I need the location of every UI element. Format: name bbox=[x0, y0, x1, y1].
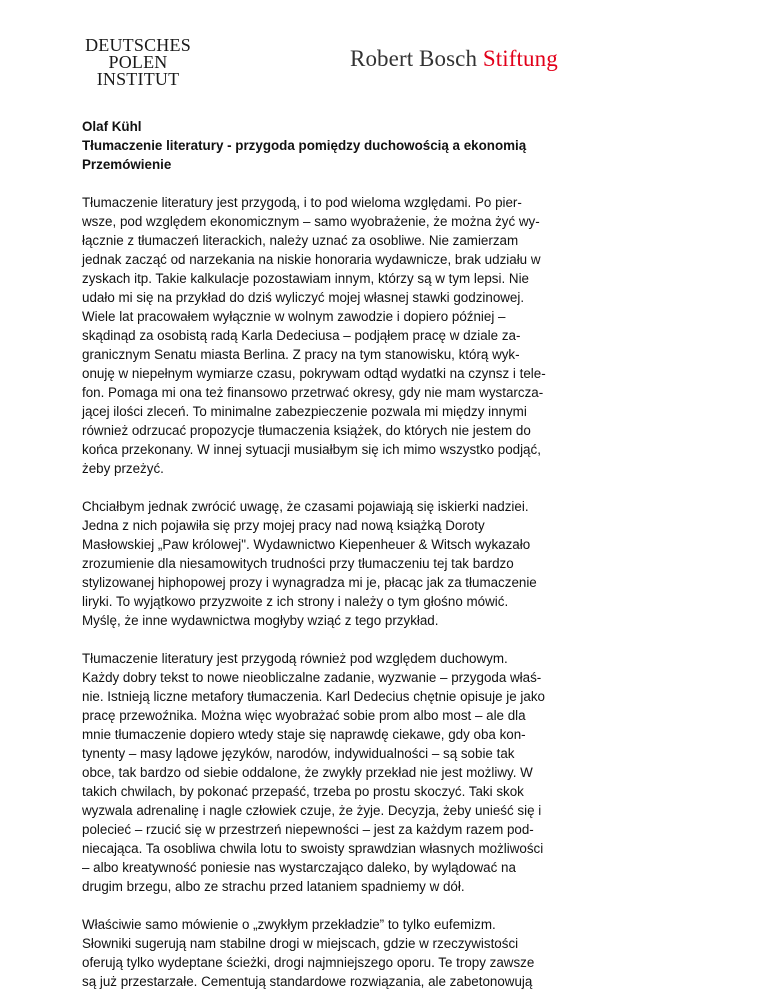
paragraph-line: liryki. To wyjątkowo przyzwoite z ich strony i należy o tym głośno mówić. bbox=[82, 594, 509, 609]
paragraph-line: Wiele lat pracowałem wyłącznie w wolnym zawodzie i dopiero później – bbox=[82, 309, 506, 324]
paragraph-line: wyzwala adrenalinę i nagle człowiek czuje, że żyje. Decyzja, żeby unieść się i bbox=[82, 803, 542, 818]
logo-bosch-name: Robert Bosch bbox=[350, 46, 483, 71]
document-subtitle: Przemówienie bbox=[82, 157, 172, 172]
paragraph-line: Właściwie samo mówienie o „zwykłym przekładzie” to tylko eufemizm. bbox=[82, 917, 496, 932]
document-title: Tłumaczenie literatury - przygoda pomiędzy duchowością a ekonomią bbox=[82, 138, 527, 153]
document-body bbox=[82, 117, 602, 991]
paragraph bbox=[82, 193, 602, 478]
paragraphs-container bbox=[82, 193, 602, 991]
logo-line: INSTITUT bbox=[96, 69, 180, 89]
document-heading bbox=[82, 117, 602, 174]
paragraph-line: Słowniki sugerują nam stabilne drogi w miejscach, gdzie w rzeczywistości bbox=[82, 936, 519, 951]
paragraph-line: granicznym Senatu miasta Berlina. Z pracy na tym stanowisku, którą wyk- bbox=[82, 347, 520, 362]
paragraph-line: – albo kreatywność poniesie nas wystarczająco daleko, by wylądować na bbox=[82, 860, 516, 875]
paragraph-line: skądinąd za osobistą radą Karla Dedeciusa – podjąłem pracę w dziale za- bbox=[82, 328, 521, 343]
paragraph-line: Każdy dobry tekst to nowe nieobliczalne zadanie, wyzwanie – przygoda właś- bbox=[82, 670, 542, 685]
paragraph bbox=[82, 915, 602, 991]
paragraph-line: stylizowanej hiphopowej prozy i wynagradza mi je, płacąc jak za tłumaczenie bbox=[82, 575, 537, 590]
logo-bosch-stiftung: Stiftung bbox=[482, 46, 558, 71]
paragraph-line: niecająca. Ta osobliwa chwila lotu to swoisty sprawdzian własnych możliwości bbox=[82, 841, 544, 856]
author-name: Olaf Kühl bbox=[82, 119, 142, 134]
paragraph-line: Myślę, że inne wydawnictwa mogłyby wziąć z tego przykład. bbox=[82, 613, 439, 628]
paragraph-line: pracę przewoźnika. Można więc wyobrażać sobie prom albo most – ale dla bbox=[82, 708, 526, 723]
paragraph-line: również odrzucać propozycje tłumaczenia książek, do których nie jestem do bbox=[82, 423, 531, 438]
paragraph-line: Tłumaczenie literatury jest przygodą, i to pod wieloma względami. Po pier- bbox=[82, 195, 522, 210]
paragraph-line: fon. Pomaga mi ona też finansowo przetrwać okresy, gdy nie mam wystarcza- bbox=[82, 385, 544, 400]
paragraph-line: udało mi się na przykład do dziś wyliczyć mojej własnej stawki godzinowej. bbox=[82, 290, 525, 305]
paragraph-line: mnie tłumaczenie dopiero wtedy staje się naprawdę ciekawe, gdy oba kon- bbox=[82, 727, 526, 742]
robert-bosch-stiftung-logo bbox=[350, 46, 558, 72]
paragraph-line: Jedna z nich pojawiła się przy mojej pracy nad nową książką Doroty bbox=[82, 518, 485, 533]
logo-line: POLEN bbox=[108, 52, 168, 72]
paragraph-line: Tłumaczenie literatury jest przygodą również pod względem duchowym. bbox=[82, 651, 508, 666]
paragraph-line: drugim brzegu, albo ze strachu przed lataniem spadniemy w dół. bbox=[82, 879, 465, 894]
paragraph-line: łącznie z tłumaczeń literackich, należy uznać za osobliwe. Nie zamierzam bbox=[82, 233, 519, 248]
logo-line: DEUTSCHES bbox=[85, 35, 191, 55]
paragraph-line: Masłowskiej „Paw królowej". Wydawnictwo Kiepenheuer & Witsch wykazało bbox=[82, 537, 531, 552]
paragraph-line: jednak zacząć od narzekania na niskie honoraria wydawnicze, brak udziału w bbox=[82, 252, 541, 267]
paragraph-line: zrozumienie dla niesamowitych trudności przy tłumaczeniu tej tak bardzo bbox=[82, 556, 514, 571]
paragraph-line: końca przekonany. W innej sytuacji musiałbym się ich mimo wszystko podjąć, bbox=[82, 442, 541, 457]
paragraph-line: są już przestarzałe. Cementują standardowe rozwiązania, ale zabetonowują bbox=[82, 974, 533, 989]
paragraph-line: nie. Istnieją liczne metafory tłumaczenia. Karl Dedecius chętnie opisuje je jako bbox=[82, 689, 545, 704]
paragraph-line: takich chwilach, by pokonać przepaść, trzeba po prostu skoczyć. Taki skok bbox=[82, 784, 524, 799]
paragraph-line: onuję w niepełnym wymiarze czasu, pokrywam odtąd wydatki na czynsz i tele- bbox=[82, 366, 546, 381]
paragraph-line: obce, tak bardzo od siebie oddalone, że zwykły przekład nie jest możliwy. W bbox=[82, 765, 533, 780]
paragraph-line: oferują tylko wydeptane ścieżki, drogi najmniejszego oporu. Te tropy zawsze bbox=[82, 955, 535, 970]
paragraph-line: żeby przeżyć. bbox=[82, 461, 164, 476]
paragraph-line: Chciałbym jednak zwrócić uwagę, że czasami pojawiają się iskierki nadziei. bbox=[82, 499, 529, 514]
paragraph bbox=[82, 497, 602, 630]
paragraph-line: polecieć – rzucić się w przestrzeń niepewności – jest za każdym razem pod- bbox=[82, 822, 534, 837]
deutsches-polen-institut-logo bbox=[82, 37, 194, 88]
paragraph-line: zyskach itp. Takie kalkulacje pozostawiam innym, którzy są w tym lepsi. Nie bbox=[82, 271, 530, 286]
paragraph-line: jącej ilości zleceń. To minimalne zabezpieczenie pozwala mi między innymi bbox=[82, 404, 527, 419]
paragraph bbox=[82, 649, 602, 896]
paragraph-line: tynenty – masy lądowe języków, narodów, indywidualności – są sobie tak bbox=[82, 746, 515, 761]
paragraph-line: wsze, pod względem ekonomicznym – samo wyobrażenie, że można żyć wy- bbox=[82, 214, 540, 229]
